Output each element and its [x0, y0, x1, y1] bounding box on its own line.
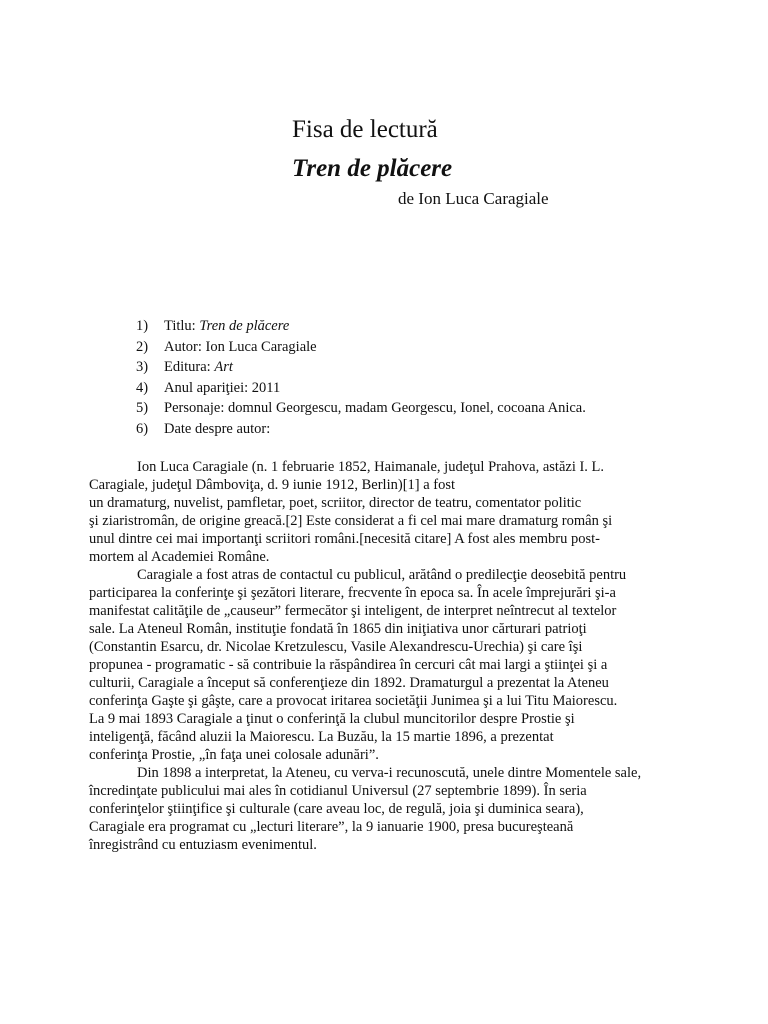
text-line: înregistrând cu entuziasm evenimentul.	[89, 837, 317, 853]
work-title: Tren de plăcere	[292, 155, 453, 182]
text-line: Ion Luca Caragiale (n. 1 februarie 1852, Haimanale, judeţul Prahova, astăzi I. L.	[137, 459, 605, 475]
info-list	[136, 316, 586, 439]
text-line: participarea la conferinţe şi şezători literare, frecvente în epoca sa. În acele împrejurări şi-a	[89, 585, 616, 601]
text-line: inteligenţă, făcând aluzii la Maiorescu. La Buzău, la 15 martie 1896, a prezentat	[89, 729, 554, 745]
author-biography	[89, 458, 679, 854]
text-line: încredinţate publicului mai ales în cotidianul Universul (27 septembrie 1899). În seria	[89, 783, 587, 799]
list-item: 1) Titlu: Tren de plăcere	[136, 318, 290, 334]
document-title: Fisa de lectură	[292, 116, 438, 143]
text-line: propunea - programatic - să contribuie la răspândirea în cercuri cât mai largi a ştiinţei şi a	[89, 657, 608, 673]
text-line: şi ziaristromân, de origine greacă.[2] Este considerat a fi cel mai mare dramaturg român şi	[89, 513, 613, 529]
text-line: manifestat calităţile de „causeur” fermecător şi inteligent, de interpret neîntrecut al textelor	[89, 603, 617, 619]
list-item: 5) Personaje: domnul Georgescu, madam Georgescu, Ionel, cocoana Anica.	[136, 400, 586, 416]
text-line: Caragiale era programat cu „lecturi literare”, la 9 ianuarie 1900, presa bucureşteană	[89, 819, 574, 835]
text-line: (Constantin Esarcu, dr. Nicolae Kretzulescu, Vasile Alexandrescu-Urechia) şi care îşi	[89, 639, 583, 655]
author-byline: de Ion Luca Caragiale	[398, 189, 549, 208]
text-line: La 9 mai 1893 Caragiale a ţinut o conferinţă la clubul muncitorilor despre Prostie şi	[89, 711, 575, 727]
text-line: unul dintre cei mai importanţi scriitori români.[necesită citare] A fost ales membru post-	[89, 531, 600, 547]
list-item: 2) Autor: Ion Luca Caragiale	[136, 338, 317, 355]
text-line: conferinţa Gaşte şi gâşte, care a provocat iritarea societăţii Junimea şi a lui Titu Maiorescu.	[89, 693, 618, 709]
text-line: Din 1898 a interpretat, la Ateneu, cu verva-i recunoscută, unele dintre Momentele sale,	[137, 765, 642, 781]
text-line: mortem al Academiei Române.	[89, 549, 270, 565]
text-line: culturii, Caragiale a început să conferenţieze din 1892. Dramaturgul a prezentat la Ateneu	[89, 675, 609, 691]
list-item: 4) Anul apariţiei: 2011	[136, 379, 281, 396]
list-item: 6) Date despre autor:	[136, 420, 271, 437]
text-line: conferinţelor ştiinţifice şi culturale (care aveau loc, de regulă, joia şi duminica seara),	[89, 801, 584, 817]
text-line: conferinţa Prostie, „în faţa unei colosale adunări”.	[89, 747, 379, 763]
text-line: Caragiale a fost atras de contactul cu publicul, arătând o predilecţie deosebită pentru	[137, 567, 627, 583]
text-line: Caragiale, judeţul Dâmboviţa, d. 9 iunie 1912, Berlin)[1] a fost	[89, 477, 456, 493]
list-item: 3) Editura: Art	[136, 359, 233, 375]
text-line: un dramaturg, nuvelist, pamfletar, poet, scriitor, director de teatru, comentator politic	[89, 495, 582, 511]
text-line: sale. La Ateneul Român, instituţie fondată în 1865 din iniţiativa unor cărturari patrioţi	[89, 621, 587, 637]
